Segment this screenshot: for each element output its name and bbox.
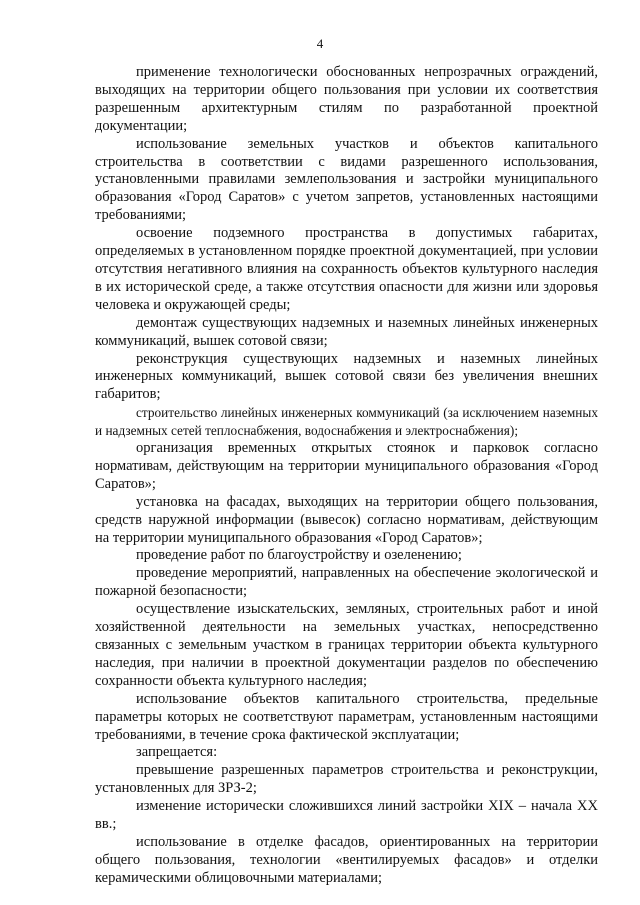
paragraph-ventilated-facades: использование в отделке фасадов, ориентированных на территории общего пользования, технологии «вентилируемых фасадов» и отделки керамическими облицовочными материалами; (95, 833, 598, 886)
paragraph-landscaping: проведение работ по благоустройству и озеленению; (136, 547, 462, 564)
document-body (95, 64, 598, 888)
paragraph-nontransparent-fences: применение технологически обоснованных непрозрачных ограждений, выходящих на территории общего пользования при условии их соответствия разрешенным архитектурным стилям по разработанной проектной документации; (95, 64, 598, 134)
paragraph-building-lines: изменение исторически сложившихся линий застройки XIX – начала XX вв.; (95, 798, 598, 833)
paragraph-safety-measures: проведение мероприятий, направленных на обеспечение экологической и пожарной безопасности; (95, 565, 598, 600)
paragraph-underground-space: освоение подземного пространства в допустимых габаритах, определяемых в установленном порядке проектной документацией, при условии отсутствия негативного влияния на сохранность объектов культурного наследия в их исторической среде, а также отсутствия опасности для жизни или здоровья человека и окружающей среды; (95, 225, 598, 313)
paragraph-reconstruction-utilities: реконструкция существующих надземных и наземных линейных инженерных коммуникаций, вышек сотовой связи без увеличения внешних габаритов; (95, 350, 598, 403)
paragraph-facade-signage: установка на фасадах, выходящих на территории общего пользования, средств наружной информации (вывесок) согласно нормативам, действующим на территории муниципального образования «Город Саратов»; (95, 493, 598, 546)
paragraph-land-use: использование земельных участков и объектов капитального строительства в соответствии с видами разрешенного использования, установленными правилами землепользования и застройки муниципального образования «Город Саратов» с учетом запретов, установленных настоящими требованиями; (95, 135, 598, 224)
paragraph-dismantling-utilities: демонтаж существующих надземных и наземных линейных инженерных коммуникаций, вышек сотовой связи; (95, 314, 598, 349)
paragraph-construction-utilities: строительство линейных инженерных коммуникаций (за исключением наземных и надземных сетей теплоснабжения, водоснабжения и электроснабжения); (95, 405, 598, 439)
page-number: 4 (316, 36, 324, 51)
paragraph-temporary-parking: организация временных открытых стоянок и парковок согласно нормативам, действующим на территории муниципального образования «Город Саратов»; (95, 440, 598, 492)
paragraph-existing-buildings-use: использование объектов капитального строительства, предельные параметры которых не соответствуют параметрам, установленным настоящими требованиями, в течение срока фактической эксплуатации; (95, 690, 598, 743)
paragraph-prohibited-heading: запрещается: (136, 744, 218, 761)
paragraph-exceeding-parameters: превышение разрешенных параметров строительства и реконструкции, установленных для ЗРЗ-2; (95, 762, 598, 797)
paragraph-survey-works: осуществление изыскательских, земляных, строительных работ и иной хозяйственной деятельности на земельных участках, непосредственно связанных с земельным участком в границах территории объекта культурного наследия, при наличии в проектной документации разделов по обеспечению сохранности объекта культурного наследия; (95, 601, 598, 689)
